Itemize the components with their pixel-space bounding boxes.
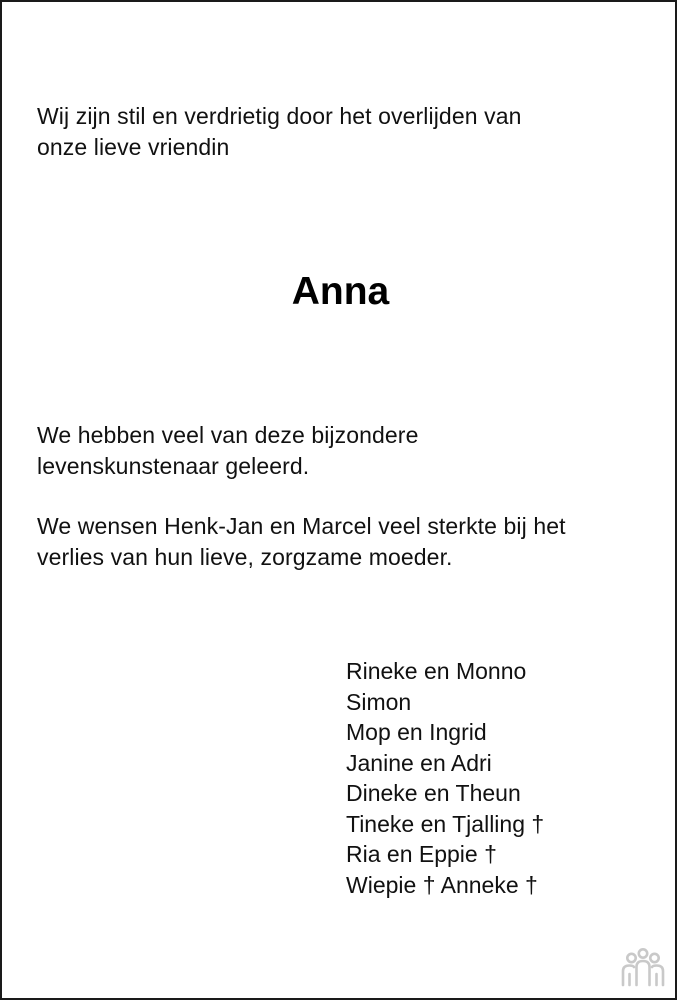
intro-line: Wij zijn stil en verdrietig door het overlijden van [37, 103, 522, 129]
intro-text [37, 101, 657, 163]
intro-line: onze lieve vriendin [37, 134, 230, 160]
learned-text [37, 420, 657, 482]
signatory: Janine en Adri [346, 749, 492, 776]
learned-line: levenskunstenaar geleerd. [37, 453, 310, 479]
wishes-text [37, 511, 657, 573]
learned-line: We hebben veel van deze bijzondere [37, 422, 419, 448]
signatory: Tineke en Tjalling † [346, 810, 545, 837]
wishes-line: We wensen Henk-Jan en Marcel veel sterkte bij het [37, 513, 566, 539]
signatory: Rineke en Monno [346, 658, 527, 684]
signatory: Simon [346, 688, 412, 715]
signatory: Ria en Eppie † [346, 841, 497, 867]
wishes-line: verlies van hun lieve, zorgzame moeder. [37, 544, 453, 570]
people-group-icon [619, 947, 667, 987]
signatory: Dineke en Theun [346, 780, 521, 806]
signatory: Wiepie † Anneke † [346, 871, 538, 898]
deceased-name: Anna [291, 270, 390, 313]
signatories-list [346, 656, 544, 900]
signatory: Mop en Ingrid [346, 719, 487, 745]
